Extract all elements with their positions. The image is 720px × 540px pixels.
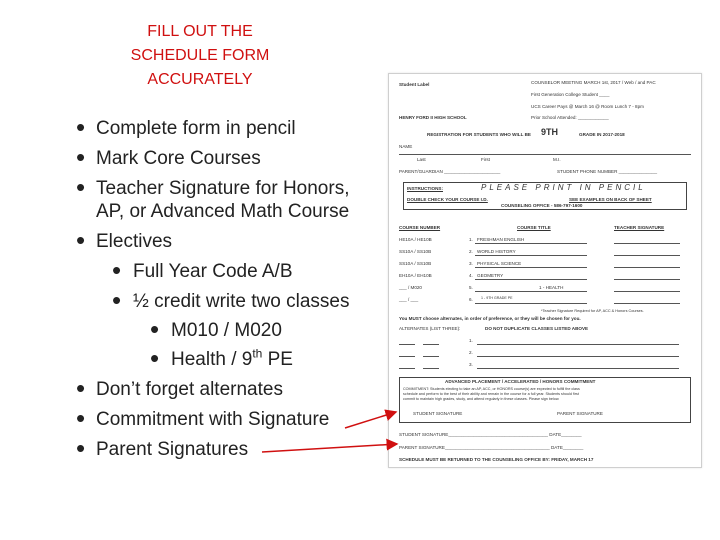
bullet-dot-icon: • — [76, 172, 86, 202]
form-commitment-text-2: schedule and perform to the best of their ability and remain in the course for a full year. Students should first — [403, 392, 579, 396]
form-do-not-duplicate: DO NOT DUPLICATE CLASSES LISTED ABOVE — [485, 326, 589, 331]
title-line-2: SCHEDULE FORM — [130, 47, 270, 64]
course-row-code: ___ / M020 — [399, 285, 422, 290]
form-col-teacher-sig: TEACHER SIGNATURE — [614, 225, 665, 230]
bullet-dot-icon: • — [112, 285, 122, 315]
bullet-dot-icon: • — [76, 225, 86, 255]
bullet-dot-icon: • — [150, 343, 160, 373]
bullet-dot-icon: • — [112, 255, 122, 285]
form-commitment-text-3: commit to maintain high grades, study, and attend regularly in these classes. Please sign below. — [403, 397, 560, 401]
form-commitment-text-1: COMMITMENT: Students electing to take an AP, ACC, or HONORS course(s) are expected to fulfill the class — [403, 387, 580, 391]
course-row-title: WORLD HISTORY — [477, 249, 516, 254]
course-row-title: FRESHMAN ENGLISH — [477, 237, 525, 242]
health-suffix: PE — [262, 349, 293, 370]
bullet-teacher-sig-line2: AP, or Advanced Math Course — [96, 201, 350, 222]
health-prefix: Health / 9 — [171, 349, 253, 370]
alt-num: 2. — [469, 350, 473, 355]
form-teacher-note: *Teacher Signature Required for AP, ACC & Honors Courses. — [541, 309, 644, 313]
form-prior-school: Prior School Attended: ____________ — [531, 115, 609, 120]
form-grade: 9TH — [541, 127, 559, 137]
form-col-course-number: COURSE NUMBER — [399, 225, 441, 230]
bullet-parent-sig: Parent Signatures — [96, 439, 249, 460]
course-row-num: 6. — [469, 297, 473, 302]
health-sup: th — [252, 346, 263, 361]
form-registration: REGISTRATION FOR STUDENTS WHO WILL BE — [427, 132, 531, 137]
title-line-3: ACCURATELY — [147, 71, 253, 88]
course-row-num: 4. — [469, 273, 473, 278]
form-ucs-career: UCS Career Pays @ March 16 @ Room Lunch 7 - 8pm — [531, 104, 644, 109]
form-first: First — [481, 157, 490, 162]
course-row-num: 5. — [469, 285, 473, 290]
form-last: Last — [417, 157, 426, 162]
form-mi: M.I. — [553, 157, 561, 162]
course-row-num: 2. — [469, 249, 473, 254]
form-student-sig-line: STUDENT SIGNATURE_______________________________________ DATE________ — [399, 432, 582, 437]
form-must-choose: You MUST choose alternates, in order of preference, or they will be chosen for you. — [399, 316, 581, 321]
bullet-teacher-sig-line1: Teacher Signature for Honors, — [96, 178, 350, 199]
form-parent-sig-line: PARENT SIGNATURE_________________________________________ DATE________ — [399, 445, 584, 450]
bullet-half-credit: ½ credit write two classes — [133, 291, 350, 312]
bullet-dot-icon: • — [150, 314, 160, 344]
form-student-phone: STUDENT PHONE NUMBER _______________ — [557, 169, 658, 174]
bullet-dot-icon: • — [76, 433, 86, 463]
bullet-m010: M010 / M020 — [171, 320, 282, 341]
alt-num: 3. — [469, 362, 473, 367]
form-school-name: HENRY FORD II HIGH SCHOOL — [399, 115, 467, 120]
form-alternates-label: ALTERNATES (LIST THREE): — [399, 326, 461, 331]
course-row-num: 1. — [469, 237, 473, 242]
form-counseling-office: COUNSELING OFFICE - 586-797-1600 — [501, 203, 583, 208]
course-row-code: HE10A / HE10B — [399, 237, 432, 242]
form-instructions: INSTRUCTIONS: — [407, 186, 443, 191]
bullet-full-year: Full Year Code A/B — [133, 261, 293, 282]
form-double-check: DOUBLE CHECK YOUR COURSE I.D. — [407, 197, 488, 202]
form-student-label: Student Label — [399, 82, 430, 87]
form-name-label: NAME — [399, 144, 413, 149]
form-first-generation: First Generation College Student ____ — [531, 92, 610, 97]
course-row-num: 3. — [469, 261, 473, 266]
form-counselor-info: COUNSELOR MEETING MARCH 1st, 2017 / Web / and PAC — [531, 80, 656, 85]
course-row-title: 1 - HEALTH — [539, 285, 564, 290]
course-row-title: PHYSICAL SCIENCE — [477, 261, 522, 266]
alt-num: 1. — [469, 338, 473, 343]
course-row-title: 1 - 9TH GRADE PE — [481, 296, 513, 300]
form-please-print: PLEASE PRINT IN PENCIL — [481, 183, 646, 192]
bullet-mark-core: Mark Core Courses — [96, 148, 261, 169]
course-row-title: GEOMETRY — [477, 273, 504, 278]
course-row-code: SS10A / SS10B — [399, 261, 432, 266]
bullet-dot-icon: • — [76, 373, 86, 403]
form-advanced-title: ADVANCED PLACEMENT / ACCELERATED / HONORS COMMITMENT — [445, 379, 596, 384]
form-see-examples: SEE EXAMPLES ON BACK OF SHEET — [569, 197, 652, 202]
form-grade-year: GRADE IN 2017-2018 — [579, 132, 625, 137]
bullet-complete-pencil: Complete form in pencil — [96, 118, 296, 139]
course-row-code: EH10A / EH10B — [399, 273, 432, 278]
form-return-line: SCHEDULE MUST BE RETURNED TO THE COUNSELING OFFICE BY: FRIDAY, MARCH 17 — [399, 457, 594, 462]
course-row-code: ___ / ___ — [399, 297, 419, 302]
form-parent-label: PARENT/GUARDIAN ______________________ — [399, 169, 501, 174]
course-row-code: SS10A / SS10B — [399, 249, 432, 254]
bullet-dot-icon: • — [76, 112, 86, 142]
title-line-1: FILL OUT THE — [147, 23, 253, 40]
form-col-course-title: COURSE TITLE — [517, 225, 551, 230]
bullet-commitment: Commitment with Signature — [96, 409, 330, 430]
bullet-dot-icon: • — [76, 403, 86, 433]
form-student-signature: STUDENT SIGNATURE — [413, 411, 463, 416]
bullet-dot-icon: • — [76, 142, 86, 172]
bullet-electives: Electives — [96, 231, 173, 252]
bullet-alternates: Don’t forget alternates — [96, 379, 283, 400]
arrow-commitment-icon — [345, 412, 396, 428]
arrow-parent-sig-icon — [262, 444, 397, 452]
form-parent-signature: PARENT SIGNATURE — [557, 411, 603, 416]
